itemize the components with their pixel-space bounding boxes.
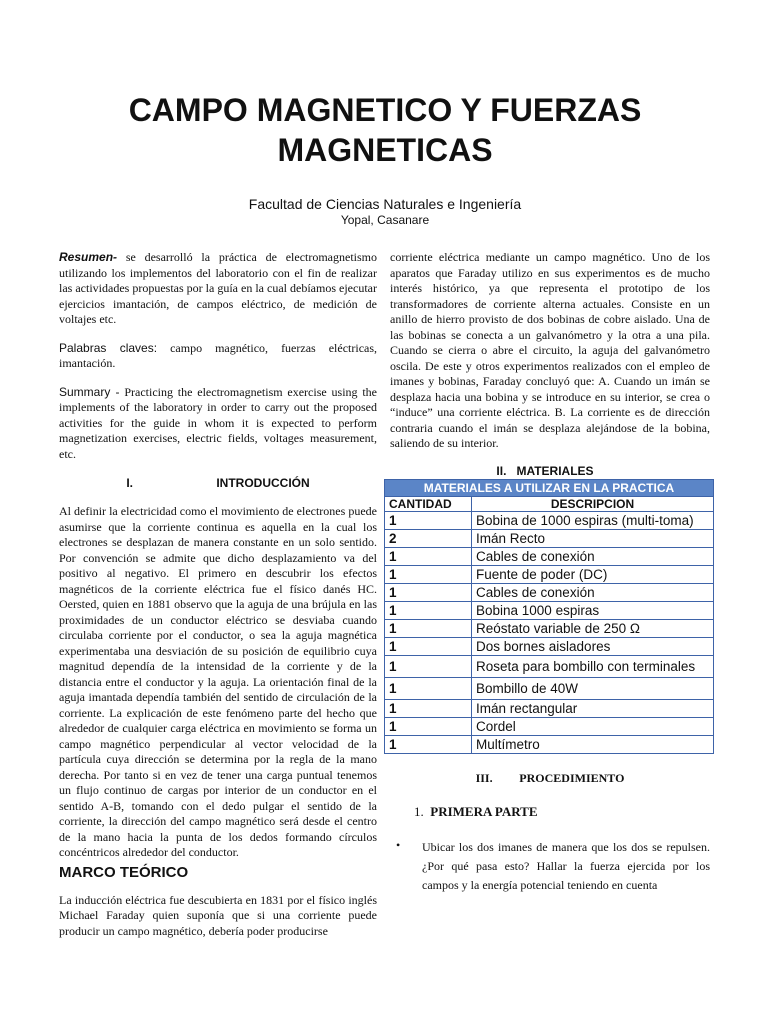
- item-quantity: 1: [385, 511, 472, 529]
- item-description: Fuente de poder (DC): [472, 565, 714, 583]
- right-column: [390, 250, 710, 895]
- abstract-text: se desarrolló la práctica de electromagnetismo utilizando los implementos del laboratorio con el fin de realizar las actividades propuestas por la guía en la cual debíamos ejecutar ejercicios imantación, de campos eléctrico, de medición de voltajes etc.: [59, 250, 378, 326]
- part-one-number: 1.: [414, 803, 424, 819]
- table-row: [385, 583, 714, 601]
- procedimiento-number: III.: [475, 770, 493, 785]
- materials-table: [384, 479, 714, 754]
- table-row: [385, 529, 714, 547]
- procedimiento-title: PROCEDIMIENTO: [519, 770, 625, 785]
- abstract-label: Resumen-: [59, 250, 118, 264]
- summary-label: Summary -: [59, 384, 120, 399]
- materiales-title: MATERIALES: [516, 463, 594, 478]
- item-description: Dos bornes aisladores: [472, 637, 714, 655]
- materiales-number: II.: [496, 463, 507, 478]
- summary-text: Practicing the electromagnetism exercise using the implements of the laboratory in order to carry out the proposed activities for the guide in whom it is expected to perform magnetization exercises, electric fields, voltages measurement, etc.: [59, 384, 378, 461]
- table-row: [385, 735, 714, 753]
- location: Yopal, Casanare: [340, 213, 430, 227]
- bullet-text: Ubicar los dos imanes de manera que los dos se repulsen. ¿Por qué pasa esto? Hallar la fuerza ejercida por los campos y la energía potencial teniendo en cuenta: [422, 839, 710, 892]
- item-description: Roseta para bombillo con terminales: [472, 655, 714, 677]
- item-quantity: 1: [385, 699, 472, 717]
- table-row: [385, 717, 714, 735]
- intro-text: Al definir la electricidad como el movimiento de electrones puede asumirse que la corriente continua es aquella en la cual los electrones se desplazan de manera constante en un solo sentido. Por convención se admite que dicho desplazamiento va del positivo al negativo. El primero en descubrir los efectos magnéticos de la corriente eléctrica fue el físico danés HC. Oersted, quien en 1881 observo que la aguja de una brújula en las proximidades de un conductor eléctrico se desviaba cuando circulaba corriente por el conductor, o sea la aguja magnética experimentaba una desviación de su posición de equilibrio cuya magnitud dependía de la intensidad de la corriente y de la distancia entre el conductor y la aguja. La orientación final de la aguja imantada dependía también del sentido de circulación de la corriente. La explicación de este fenómeno parte del hecho que alrededor de cualquier carga eléctrica en movimiento se forma un campo magnético perpendicular al vector velocidad de la partícula cuya dirección se determina por la regla de la mano derecha. Por tanto si en vez de tener una carga puntual tenemos un flujo continuo de cargas por interior de un conductor en el sentido A-B, tomando con el dedo pulgar el sentido de la corriente, la dirección del campo magnético será desde el centro de la mano hacia la punta de los dedos formando círculos concéntricos alrededor del conductor.: [59, 504, 377, 859]
- title-line-1: CAMPO MAGNETICO Y FUERZAS: [128, 92, 642, 128]
- paper-title: [40, 90, 730, 170]
- procedimiento-heading: [390, 771, 710, 786]
- item-quantity: 1: [385, 619, 472, 637]
- item-quantity: 1: [385, 601, 472, 619]
- item-quantity: 1: [385, 547, 472, 565]
- keywords-label: Palabras claves:: [59, 340, 158, 355]
- procedure-bullet-item: [390, 838, 710, 895]
- item-description: Cables de conexión: [472, 547, 714, 565]
- abstract: [59, 250, 377, 328]
- table-row: [385, 565, 714, 583]
- item-description: Imán rectangular: [472, 699, 714, 717]
- item-quantity: 1: [385, 637, 472, 655]
- part-one-title: PRIMERA PARTE: [430, 803, 538, 819]
- table-row: [385, 655, 714, 677]
- item-quantity: 2: [385, 529, 472, 547]
- item-description: Bobina de 1000 espiras (multi-toma): [472, 511, 714, 529]
- materiales-heading: [380, 464, 710, 478]
- faculty: Facultad de Ciencias Naturales e Ingeniería: [248, 196, 522, 212]
- keywords-text: campo magnético, fuerzas eléctricas, imantación.: [59, 340, 378, 370]
- left-column: [59, 250, 377, 939]
- table-row: [385, 637, 714, 655]
- item-quantity: 1: [385, 565, 472, 583]
- summary: [59, 385, 377, 463]
- table-row: [385, 699, 714, 717]
- item-quantity: 1: [385, 583, 472, 601]
- marco-text-left: La inducción eléctrica fue descubierta en 1831 por el físico inglés Michael Faraday quien suponía que si una corriente puede producir un campo magnético, debería poder producirse: [59, 892, 377, 938]
- item-description: Bombillo de 40W: [472, 677, 714, 699]
- intro-title: INTRODUCCIÓN: [216, 476, 310, 490]
- item-description: Imán Recto: [472, 529, 714, 547]
- item-description: Cables de conexión: [472, 583, 714, 601]
- table-row: [385, 511, 714, 529]
- title-line-2: MAGNETICAS: [277, 132, 493, 168]
- table-row: [385, 601, 714, 619]
- item-description: Cordel: [472, 717, 714, 735]
- marco-heading: MARCO TEÓRICO: [59, 863, 189, 881]
- item-description: Bobina 1000 espiras: [472, 601, 714, 619]
- part-one-heading: [414, 804, 710, 820]
- item-quantity: 1: [385, 735, 472, 753]
- intro-number: I.: [126, 476, 133, 490]
- item-description: Reóstato variable de 250 Ω: [472, 619, 714, 637]
- column-header-qty: CANTIDAD: [385, 496, 472, 511]
- materials-table-title: MATERIALES A UTILIZAR EN LA PRACTICA: [385, 479, 714, 496]
- item-description: Multímetro: [472, 735, 714, 753]
- item-quantity: 1: [385, 717, 472, 735]
- keywords: [59, 341, 377, 372]
- bullet-icon: •: [396, 837, 401, 852]
- column-header-desc: DESCRIPCION: [472, 496, 714, 511]
- table-row: [385, 547, 714, 565]
- item-quantity: 1: [385, 655, 472, 677]
- table-row: [385, 677, 714, 699]
- table-row: [385, 619, 714, 637]
- marco-text-right: corriente eléctrica mediante un campo magnético. Uno de los aparatos que Faraday utilizo en sus experimentos es de mucho interés histórico, ya que representa el prototipo de los transformadores de corriente alterna actuales. Consiste en un anillo de hierro provisto de dos bobinas de cobre aislado. Una de las bobinas se conecta a un galvanómetro y la otra a una pila. Cuando se cierra o abre el circuito, la aguja del galvanómetro oscila. De este y otros experimentos realizados con el empleo de imanes y bobinas, Faraday concluyó que: A. Cuando un imán se desplaza hacia una bobina y se introduce en su interior, se crea o “induce” una corriente eléctrica. B. La corriente es de dirección contraria cuando el imán se desplaza alejándose de la bobina, saliendo de su interior.: [390, 250, 710, 450]
- item-quantity: 1: [385, 677, 472, 699]
- intro-heading: [59, 476, 377, 490]
